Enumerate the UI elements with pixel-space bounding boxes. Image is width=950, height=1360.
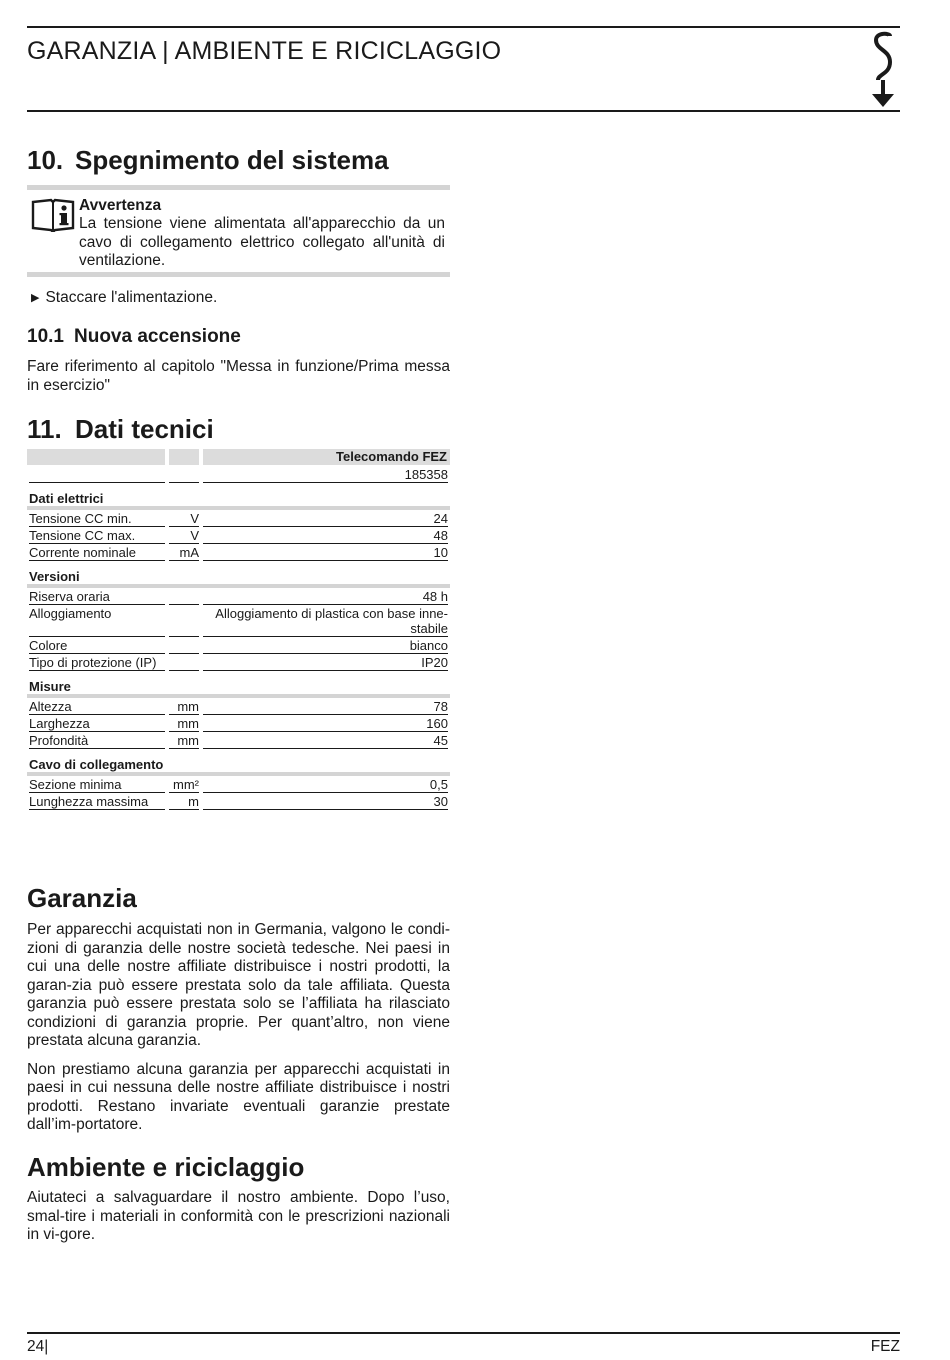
warning-bar-bottom [27,272,450,277]
info-manual-icon [31,196,75,232]
subsection-10-1-text [27,358,450,395]
table-cell-unit: mm [177,699,199,714]
header-rule-bottom [27,110,900,112]
table-row [27,510,450,527]
table-cell-unit: mm [177,733,199,748]
table-cell-unit: m [188,794,199,809]
document-name: FEZ [870,1338,900,1355]
table-group-header [27,483,450,510]
table-row [27,776,450,793]
section-11-heading [27,414,450,445]
table-cell-value: bianco [409,638,448,653]
garanzia-title: Garanzia [27,883,137,913]
table-cell-value: 0,5 [429,777,448,792]
table-row [27,588,450,605]
table-group-header [27,561,450,588]
table-cell-name: Tipo di protezione (IP) [29,655,157,670]
section-title: Dati tecnici [75,414,214,444]
page-header-title: GARANZIA | AMBIENTE E RICICLAGGIO [27,37,502,65]
section-number: 11. [27,414,62,444]
table-group-header [27,749,450,776]
table-cell-unit: mm² [173,777,199,792]
brand-logo-icon [866,30,900,108]
warning-box [79,197,445,271]
table-code-row [27,466,450,483]
subsection-10-1-heading [27,326,450,348]
table-cell-name: Tensione CC min. [29,511,132,526]
section-number: 10. [27,145,64,175]
subsection-paragraph: Fare riferimento al capitolo "Messa in funzione/Prima messa in esercizio" [27,358,450,394]
ambiente-title: Ambiente e riciclaggio [27,1152,305,1182]
table-cell-value: IP20 [421,655,448,670]
table-cell-unit: mA [179,545,199,560]
table-group-label: Misure [29,679,71,694]
garanzia-heading [27,883,450,914]
table-cell-name: Corrente nominale [29,545,136,560]
table-cell-value: Alloggiamento di plastica con base inne-stabile [215,606,448,636]
table-product-name: Telecomando FEZ [336,449,447,464]
table-cell-name: Larghezza [29,716,90,731]
table-group-label: Versioni [29,569,80,584]
table-group-label: Dati elettrici [29,491,104,506]
triangle-bullet-icon: ▶ [31,292,40,304]
table-cell-value: 24 [433,511,448,526]
tech-data-table [27,449,450,810]
table-cell-name: Alloggiamento [29,606,112,621]
table-group-label: Cavo di collegamento [29,757,164,772]
table-cell-value: 78 [433,699,448,714]
table-cell-unit: V [190,528,199,543]
table-cell-name: Colore [29,638,68,653]
garanzia-body [27,921,450,1135]
table-product-code: 185358 [404,467,448,482]
page-number: 24| [27,1338,49,1355]
ambiente-heading [27,1152,450,1183]
action-step [31,289,217,307]
garanzia-paragraph-1: Per apparecchi acquistati non in Germania, valgono le condi-zioni di garanzia delle nostre società tedesche. Nei paesi in cui una delle nostre affiliate distribuisce i nostri prodotti, la garan-zia può essere prestata solo da tale affiliata. Questa garanzia può essere prestata solo se l’affiliata ha rilasciato condizioni di garanzia proprie. Per quant’altro, non viene prestata alcuna garanzia. [27,921,450,1049]
garanzia-paragraph-2: Non prestiamo alcuna garanzia per apparecchi acquistati in paesi in cui nessuna delle nostre affiliate distribuisce i nostri prodotti. Restano invariate eventuali garanzie prestate dall’im-portatore. [27,1060,450,1133]
table-row [27,605,450,637]
table-cell-value: 10 [433,545,448,560]
table-row [27,698,450,715]
header-rule-top [27,26,900,28]
warning-title: Avvertenza [79,197,162,214]
warning-bar-top [27,185,450,190]
footer-rule [27,1332,900,1334]
table-row [27,793,450,810]
table-cell-value: 48 h [422,589,448,604]
table-row [27,732,450,749]
table-cell-name: Altezza [29,699,72,714]
table-row [27,715,450,732]
warning-text: La tensione viene alimentata all'apparecchio da un cavo di collegamento elettrico collegato all'unità di ventilazione. [79,215,445,269]
subsection-number: 10.1 [27,326,64,347]
table-row [27,544,450,561]
table-cell-name: Sezione minima [29,777,122,792]
subsection-title: Nuova accensione [74,326,241,347]
table-cell-name: Tensione CC max. [29,528,136,543]
table-header-row [27,449,450,466]
table-row [27,654,450,671]
table-cell-name: Riserva oraria [29,589,110,604]
section-title: Spegnimento del sistema [75,145,389,175]
table-cell-value: 48 [433,528,448,543]
table-group-header [27,671,450,698]
table-cell-value: 45 [433,733,448,748]
action-step-text: Staccare l'alimentazione. [45,289,218,306]
table-cell-value: 160 [426,716,448,731]
table-cell-name: Profondità [29,733,89,748]
ambiente-body [27,1189,450,1245]
table-cell-value: 30 [433,794,448,809]
table-row [27,527,450,544]
table-row [27,637,450,654]
table-cell-name: Lunghezza massima [29,794,149,809]
table-cell-unit: mm [177,716,199,731]
section-10-heading [27,145,450,176]
table-cell-unit: V [190,511,199,526]
ambiente-paragraph: Aiutateci a salvaguardare il nostro ambiente. Dopo l’uso, smal-tire i materiali in conformità con le prescrizioni nazionali in vi-gore. [27,1189,450,1243]
